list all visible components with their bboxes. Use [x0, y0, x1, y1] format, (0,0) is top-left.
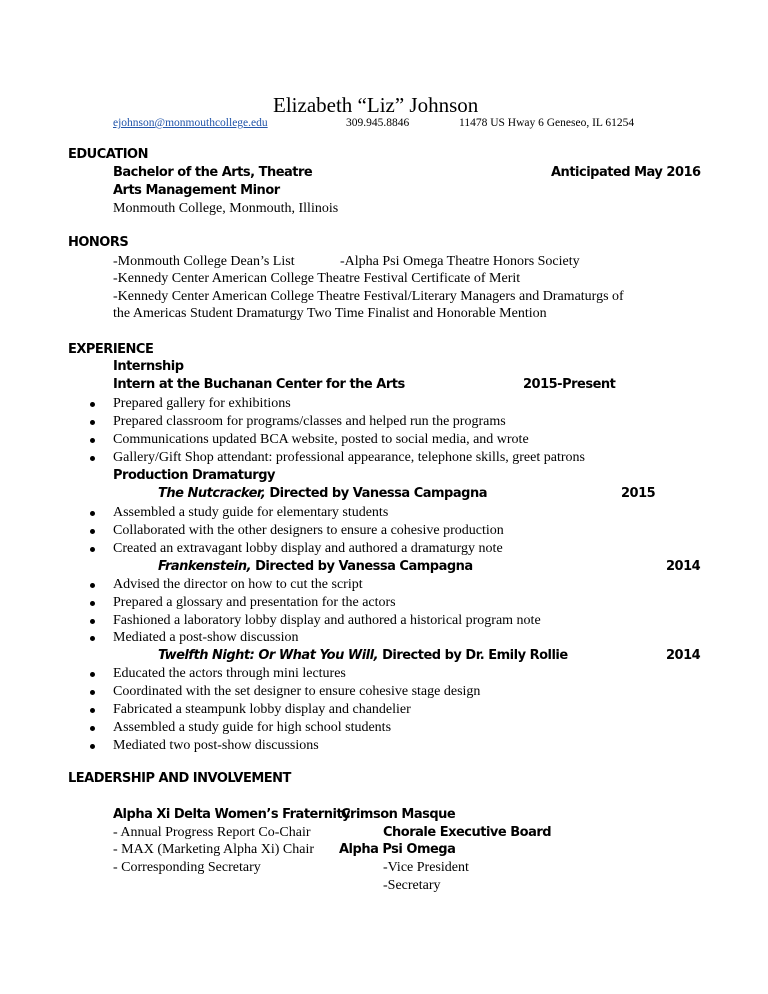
- show-heading-twelfth-night: [158, 649, 568, 662]
- degree-date: Anticipated May 2016: [551, 165, 701, 180]
- school: Monmouth College, Monmouth, Illinois: [113, 201, 339, 216]
- show-year: 2015: [621, 486, 656, 501]
- list-item: Prepared a glossary and presentation for the actors: [113, 595, 396, 610]
- list-item: Educated the actors through mini lectures: [113, 666, 346, 681]
- role-item: -Secretary: [383, 878, 441, 893]
- bullet: [90, 438, 95, 443]
- org-alpha-xi-delta: Alpha Xi Delta Women’s Fraternity: [113, 807, 351, 822]
- show-title: Frankenstein,: [158, 559, 252, 574]
- internship-label: Internship: [113, 359, 184, 374]
- bullet: [90, 726, 95, 731]
- show-year: 2014: [666, 559, 701, 574]
- honor-kcactf-merit: -Kennedy Center American College Theatre Festival Certificate of Merit: [113, 271, 521, 286]
- bullet: [90, 583, 95, 588]
- org-chorale-board: Chorale Executive Board: [383, 825, 552, 840]
- bullet: [90, 690, 95, 695]
- dramaturgy-label: Production Dramaturgy: [113, 468, 275, 483]
- list-item: Communications updated BCA website, posted to social media, and wrote: [113, 432, 529, 447]
- org-alpha-psi-omega: Alpha Psi Omega: [339, 842, 456, 857]
- list-item: Mediated a post-show discussion: [113, 630, 299, 645]
- list-item: Fabricated a steampunk lobby display and chandelier: [113, 702, 411, 717]
- honor-deans-list: -Monmouth College Dean’s List: [113, 254, 295, 269]
- list-item: Gallery/Gift Shop attendant: professional appearance, telephone skills, greet patrons: [113, 450, 585, 465]
- list-item: Coordinated with the set designer to ensure cohesive stage design: [113, 684, 481, 699]
- list-item: Collaborated with the other designers to ensure a cohesive production: [113, 523, 504, 538]
- show-director: Directed by Dr. Emily Rollie: [378, 648, 568, 663]
- bullet: [90, 547, 95, 552]
- show-year: 2014: [666, 648, 701, 663]
- show-heading-frankenstein: [158, 560, 473, 573]
- experience-heading: EXPERIENCE: [68, 342, 154, 357]
- bullet: [90, 420, 95, 425]
- honors-heading: HONORS: [68, 235, 129, 250]
- resume-name: Elizabeth “Liz” Johnson: [273, 93, 479, 117]
- internship-date: 2015-Present: [523, 377, 616, 392]
- org-crimson-masque: Crimson Masque: [341, 807, 456, 822]
- honor-alpha-psi-omega: -Alpha Psi Omega Theatre Honors Society: [340, 254, 580, 269]
- bullet: [90, 636, 95, 641]
- role-item: - MAX (Marketing Alpha Xi) Chair: [113, 842, 315, 857]
- list-item: Fashioned a laboratory lobby display and authored a historical program note: [113, 613, 541, 628]
- address: 11478 US Hway 6 Geneseo, IL 61254: [459, 117, 635, 129]
- bullet: [90, 744, 95, 749]
- bullet: [90, 529, 95, 534]
- show-heading-nutcracker: [158, 487, 487, 500]
- email-link[interactable]: ejohnson@monmouthcollege.edu: [113, 117, 268, 129]
- bullet: [90, 601, 95, 606]
- bullet: [90, 402, 95, 407]
- role-item: -Vice President: [383, 860, 469, 875]
- list-item: Prepared gallery for exhibitions: [113, 396, 291, 411]
- honor-kcactf-lmda-cont: the Americas Student Dramaturgy Two Time Finalist and Honorable Mention: [113, 306, 547, 321]
- role-item: - Corresponding Secretary: [113, 860, 261, 875]
- show-director: Directed by Vanessa Campagna: [265, 486, 487, 501]
- leadership-heading: LEADERSHIP AND INVOLVEMENT: [68, 771, 291, 786]
- bullet: [90, 619, 95, 624]
- role-item: - Annual Progress Report Co-Chair: [113, 825, 311, 840]
- list-item: Created an extravagant lobby display and authored a dramaturgy note: [113, 541, 503, 556]
- list-item: Assembled a study guide for elementary students: [113, 505, 389, 520]
- degree: Bachelor of the Arts, Theatre: [113, 165, 313, 180]
- bullet: [90, 672, 95, 677]
- list-item: Mediated two post-show discussions: [113, 738, 319, 753]
- internship-title: Intern at the Buchanan Center for the Arts: [113, 377, 405, 392]
- minor: Arts Management Minor: [113, 183, 280, 198]
- bullet: [90, 511, 95, 516]
- list-item: Prepared classroom for programs/classes and helped run the programs: [113, 414, 506, 429]
- honor-kcactf-lmda: -Kennedy Center American College Theatre Festival/Literary Managers and Dramaturgs of: [113, 289, 624, 304]
- show-director: Directed by Vanessa Campagna: [251, 559, 473, 574]
- list-item: Assembled a study guide for high school students: [113, 720, 392, 735]
- bullet: [90, 456, 95, 461]
- education-heading: EDUCATION: [68, 147, 148, 162]
- bullet: [90, 708, 95, 713]
- phone-number: 309.945.8846: [346, 117, 410, 129]
- show-title: The Nutcracker,: [158, 486, 266, 501]
- show-title: Twelfth Night: Or What You Will,: [158, 648, 379, 663]
- list-item: Advised the director on how to cut the script: [113, 577, 363, 592]
